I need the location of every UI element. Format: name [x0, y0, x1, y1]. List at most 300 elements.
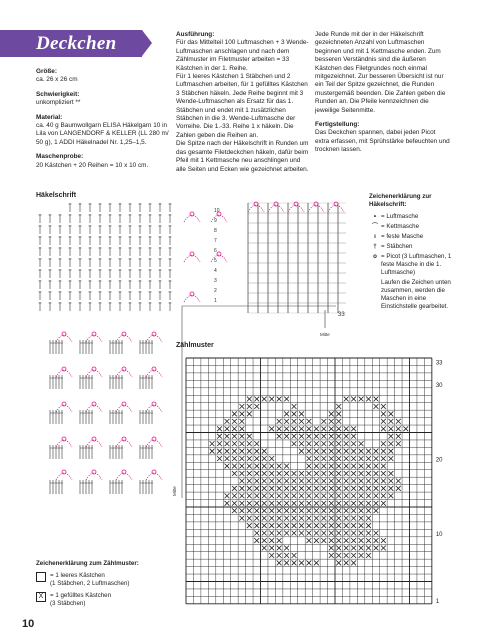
filled-cell	[284, 486, 289, 491]
filled-cell	[321, 419, 326, 424]
filled-cell	[366, 449, 371, 454]
empty-box-symbol	[36, 572, 46, 582]
crochet-legend-title: Zeichenerklärung zur Häkelschrift:	[369, 193, 432, 208]
filled-cell	[307, 501, 312, 506]
filled-cell	[284, 523, 289, 528]
filled-cell	[269, 456, 274, 461]
filled-cell	[269, 493, 274, 498]
filled-cell	[262, 479, 267, 484]
filled-cell	[247, 434, 252, 439]
crochet-row-number: 7	[214, 238, 217, 244]
filled-cell	[247, 486, 252, 491]
filled-cell	[262, 456, 267, 461]
filled-cell	[307, 464, 312, 469]
filled-cell	[284, 426, 289, 431]
legend-symbol: ⌒	[371, 223, 379, 230]
filled-cell	[366, 531, 371, 536]
filled-cell	[232, 486, 237, 491]
filled-cell	[262, 508, 267, 513]
filled-cell	[321, 434, 326, 439]
filled-cell	[396, 441, 401, 446]
filled-cell	[314, 464, 319, 469]
filled-cell	[225, 501, 230, 506]
filled-cell	[299, 508, 304, 513]
filled-cell	[314, 493, 319, 498]
filled-cell	[321, 516, 326, 521]
info-heading: Maschenprobe:	[36, 153, 84, 161]
filled-cell	[359, 464, 364, 469]
filled-cell	[292, 501, 297, 506]
filled-cell	[336, 456, 341, 461]
filled-cell	[374, 501, 379, 506]
filled-cell	[336, 464, 341, 469]
legend-item	[369, 243, 459, 251]
filled-cell	[239, 471, 244, 476]
filled-cell	[299, 523, 304, 528]
filled-cell	[388, 493, 393, 498]
filled-cell	[359, 501, 364, 506]
filled-cell	[351, 397, 356, 402]
filled-cell	[262, 531, 267, 536]
filled-cell	[239, 501, 244, 506]
filled-cell	[321, 464, 326, 469]
filled-cell	[299, 516, 304, 521]
filled-cell	[307, 493, 312, 498]
filled-cell	[262, 471, 267, 476]
legend-label: = Picot (3 Luftmaschen, 1 feste Masche in die 1. Luftmasche)	[381, 253, 452, 276]
filled-cell	[329, 449, 334, 454]
filled-cell	[344, 531, 349, 536]
filled-cell	[277, 508, 282, 513]
grid-row-label: 33	[435, 360, 443, 367]
filled-cell	[292, 523, 297, 528]
filled-cell	[344, 441, 349, 446]
filled-cell	[239, 464, 244, 469]
filled-cell	[381, 419, 386, 424]
grid-legend	[36, 560, 176, 608]
filled-cell	[307, 560, 312, 565]
filled-cell	[269, 501, 274, 506]
filled-cell	[247, 449, 252, 454]
filled-cell	[336, 508, 341, 513]
filled-cell	[314, 508, 319, 513]
filled-cell	[374, 464, 379, 469]
left-info-column	[36, 68, 172, 170]
filled-cell	[381, 411, 386, 416]
filled-cell	[359, 486, 364, 491]
filled-cell	[388, 449, 393, 454]
filled-cell	[307, 434, 312, 439]
filled-cell	[388, 479, 393, 484]
filled-cell	[321, 501, 326, 506]
filled-cell	[388, 426, 393, 431]
filled-cell	[247, 456, 252, 461]
crochet-row-number: 6	[214, 248, 217, 254]
filled-cell	[217, 434, 222, 439]
filled-cell	[351, 456, 356, 461]
filled-cell	[299, 441, 304, 446]
filled-cell	[359, 441, 364, 446]
filled-cell	[284, 479, 289, 484]
filled-cell	[232, 426, 237, 431]
filled-cell	[381, 426, 386, 431]
filled-cell	[388, 434, 393, 439]
legend-label: = Kettmasche	[381, 223, 420, 230]
filled-cell	[396, 426, 401, 431]
filled-cell	[262, 449, 267, 454]
title-banner	[0, 30, 142, 57]
filled-cell	[217, 426, 222, 431]
filled-cell	[269, 516, 274, 521]
filled-cell	[344, 560, 349, 565]
filled-cell	[351, 560, 356, 565]
filled-cell	[329, 411, 334, 416]
filled-cell	[307, 508, 312, 513]
filled-cell	[269, 486, 274, 491]
filled-cell	[359, 553, 364, 558]
filled-cell	[329, 508, 334, 513]
filled-cell	[396, 419, 401, 424]
filled-cell	[359, 456, 364, 461]
filled-cell	[292, 486, 297, 491]
filled-cell	[381, 464, 386, 469]
filled-cell	[329, 531, 334, 536]
filled-cell	[374, 508, 379, 513]
filled-cell	[344, 471, 349, 476]
filled-cell	[351, 486, 356, 491]
info-heading: Schwierigkeit:	[36, 90, 80, 98]
filled-cell	[359, 479, 364, 484]
filled-cell	[336, 501, 341, 506]
crochet-chart-title: Häkelschrift	[36, 192, 77, 199]
filled-cell	[284, 501, 289, 506]
filled-cell	[284, 546, 289, 551]
filled-cell	[254, 501, 259, 506]
legend-label: = Luftmasche	[381, 213, 419, 220]
filled-cell	[284, 397, 289, 402]
filled-cell	[292, 404, 297, 409]
filled-cell	[225, 464, 230, 469]
filled-cell	[344, 493, 349, 498]
filled-cell	[366, 538, 371, 543]
filled-cell	[269, 508, 274, 513]
filled-cell	[292, 426, 297, 431]
filled-cell	[284, 553, 289, 558]
filled-cell	[269, 479, 274, 484]
filled-cell	[351, 471, 356, 476]
filled-cell	[247, 501, 252, 506]
info-text: 20 Kästchen + 20 Reihen = 10 x 10 cm.	[36, 161, 149, 169]
filled-cell	[381, 471, 386, 476]
filled-cell	[329, 501, 334, 506]
mitte-label: Mitte	[320, 332, 330, 337]
filled-cell	[232, 471, 237, 476]
filled-cell	[359, 449, 364, 454]
filled-cell	[351, 516, 356, 521]
filled-cell	[381, 449, 386, 454]
filled-cell	[254, 493, 259, 498]
filled-cell	[254, 441, 259, 446]
filled-cell	[277, 501, 282, 506]
info-heading: Material:	[36, 113, 63, 121]
filled-cell	[366, 464, 371, 469]
filled-cell	[307, 426, 312, 431]
filled-cell	[388, 441, 393, 446]
crochet-legend	[369, 193, 459, 311]
legend-item	[369, 223, 459, 231]
filled-cell	[344, 538, 349, 543]
filled-cell	[292, 493, 297, 498]
filled-cell	[254, 471, 259, 476]
filled-cell	[299, 493, 304, 498]
filled-cell	[396, 434, 401, 439]
filled-cell	[292, 441, 297, 446]
filled-cell	[284, 434, 289, 439]
filled-cell	[239, 411, 244, 416]
filled-cell	[321, 538, 326, 543]
page-title: Deckchen	[36, 33, 117, 54]
filled-cell	[381, 456, 386, 461]
filled-cell	[351, 501, 356, 506]
filled-cell	[284, 531, 289, 536]
filled-cell	[247, 411, 252, 416]
filled-cell	[247, 508, 252, 513]
filled-cell	[239, 486, 244, 491]
filled-cell	[366, 501, 371, 506]
grid-row-label: 20	[435, 457, 443, 464]
filled-cell	[232, 441, 237, 446]
filled-cell	[351, 464, 356, 469]
filled-cell	[329, 493, 334, 498]
filled-cell	[366, 493, 371, 498]
filled-cell	[269, 464, 274, 469]
filled-cell	[269, 471, 274, 476]
filled-cell	[299, 479, 304, 484]
filled-cell	[292, 434, 297, 439]
filled-cell	[262, 501, 267, 506]
filled-cell	[299, 560, 304, 565]
filled-cell	[284, 560, 289, 565]
filled-cell	[314, 434, 319, 439]
filled-cell	[359, 508, 364, 513]
filled-cell	[262, 464, 267, 469]
filled-cell	[292, 419, 297, 424]
filled-box-sub: (3 Stäbchen)	[50, 600, 86, 607]
filled-cell	[307, 449, 312, 454]
filled-cell	[254, 479, 259, 484]
filled-cell	[366, 508, 371, 513]
filled-cell	[284, 508, 289, 513]
filled-cell	[321, 479, 326, 484]
filled-cell	[277, 426, 282, 431]
filled-cell	[307, 523, 312, 528]
legend-symbol: o	[373, 253, 377, 260]
filled-cell	[329, 553, 334, 558]
filled-cell	[254, 523, 259, 528]
filled-cell	[314, 449, 319, 454]
filled-cell	[351, 553, 356, 558]
filled-cell	[329, 434, 334, 439]
filled-box-symbol: X	[36, 592, 46, 602]
filled-cell	[344, 486, 349, 491]
filled-cell	[269, 397, 274, 402]
filled-cell	[344, 449, 349, 454]
filled-cell	[366, 397, 371, 402]
filled-cell	[299, 486, 304, 491]
crochet-row-number: 8	[214, 228, 217, 234]
filled-cell	[247, 523, 252, 528]
info-heading: Größe:	[36, 68, 57, 75]
filled-cell	[232, 434, 237, 439]
filled-cell	[366, 553, 371, 558]
filled-cell	[366, 479, 371, 484]
filled-cell	[359, 531, 364, 536]
mitte-label-left: Mitte	[172, 486, 177, 496]
filled-cell	[247, 397, 252, 402]
filled-cell	[277, 538, 282, 543]
filled-cell	[329, 441, 334, 446]
filled-cell	[366, 516, 371, 521]
filled-cell	[247, 493, 252, 498]
legend-symbol: †	[373, 243, 377, 250]
filled-cell	[254, 404, 259, 409]
filled-cell	[232, 449, 237, 454]
filled-cell	[210, 449, 215, 454]
filled-cell	[336, 538, 341, 543]
filled-cell	[336, 560, 341, 565]
filled-cell	[307, 419, 312, 424]
filled-cell	[277, 516, 282, 521]
info-text: ca. 40 g Baumwollgarn ELISA Häkelgarn 10 in Lila von LANGENDORF & KELLER (LL 280 m/ 50 g), 1 ADDI Häkelnadel Nr. 1,25–1,5.	[36, 122, 169, 146]
filled-cell	[292, 531, 297, 536]
filled-cell	[232, 493, 237, 498]
filled-cell	[314, 479, 319, 484]
filled-cell	[359, 471, 364, 476]
grid-legend-title: Zeichenerklärung zum Zählmuster:	[36, 560, 139, 567]
grid-title: Zählmuster	[176, 342, 214, 349]
filled-cell	[299, 419, 304, 424]
filled-cell	[344, 546, 349, 551]
filled-cell	[314, 471, 319, 476]
filled-cell	[374, 456, 379, 461]
filled-cell	[321, 449, 326, 454]
info-text: unkompliziert **	[36, 99, 81, 107]
filled-cell	[374, 531, 379, 536]
finishing-heading: Fertigstellung:	[315, 121, 360, 129]
grid-row-label: 30	[435, 382, 443, 389]
filled-cell	[254, 516, 259, 521]
legend-item	[369, 233, 459, 241]
filled-cell	[314, 486, 319, 491]
legend-item	[369, 213, 459, 221]
filled-cell	[299, 434, 304, 439]
filled-cell	[374, 538, 379, 543]
crochet-row-number: 3	[214, 278, 217, 284]
filled-cell	[284, 471, 289, 476]
filled-cell	[239, 516, 244, 521]
filled-cell	[336, 523, 341, 528]
filled-cell	[336, 404, 341, 409]
filled-cell	[344, 434, 349, 439]
filled-cell	[321, 493, 326, 498]
filled-cell	[314, 531, 319, 536]
filled-cell	[336, 411, 341, 416]
filled-cell	[359, 538, 364, 543]
filled-cell	[314, 426, 319, 431]
filled-cell	[351, 426, 356, 431]
filled-cell	[299, 471, 304, 476]
filled-cell	[366, 546, 371, 551]
filled-cell	[351, 531, 356, 536]
crochet-row-number: 10	[214, 208, 220, 214]
filled-cell	[254, 464, 259, 469]
filled-cell	[225, 456, 230, 461]
filled-cell	[307, 538, 312, 543]
filled-cell	[344, 397, 349, 402]
filled-cell	[396, 479, 401, 484]
crochet-row-number: 2	[214, 288, 217, 294]
filled-cell	[292, 411, 297, 416]
filled-cell	[374, 471, 379, 476]
filled-cell	[262, 486, 267, 491]
filled-cell	[277, 531, 282, 536]
filled-cell	[277, 479, 282, 484]
filled-cell	[329, 419, 334, 424]
filled-cell	[277, 419, 282, 424]
filled-cell	[239, 434, 244, 439]
instructions-paragraph: Die Spitze nach der Häkelschrift in Runden um das gesamte Filetdeckchen häkeln, dafür beim Pfeil mit 1 Kettmasche neu anschlingen und alle Seiten und Ecken wie gezeichnet arbeiten.	[176, 140, 309, 173]
filled-cell	[225, 493, 230, 498]
right-info-column	[315, 31, 450, 155]
legend-symbol: ı	[374, 233, 376, 240]
instructions-heading: Ausführung:	[176, 31, 215, 38]
filled-cell	[269, 531, 274, 536]
filled-cell	[388, 486, 393, 491]
filled-cell	[269, 426, 274, 431]
filled-cell	[307, 456, 312, 461]
filled-cell	[277, 434, 282, 439]
filled-cell	[239, 508, 244, 513]
legend-label: = feste Masche	[381, 233, 424, 240]
filled-cell	[277, 486, 282, 491]
filled-cell	[239, 441, 244, 446]
filled-cell	[307, 516, 312, 521]
page-number: 10	[22, 618, 35, 630]
crochet-row-number: 9	[214, 218, 217, 224]
filled-cell	[284, 411, 289, 416]
filled-cell	[247, 464, 252, 469]
legend-label: = Stäbchen	[381, 243, 413, 250]
filled-cell	[321, 508, 326, 513]
filled-cell	[351, 479, 356, 484]
filled-cell	[247, 404, 252, 409]
filled-cell	[336, 516, 341, 521]
crochet-legend-note: Laufen die Zeichen unten zusammen, werden die Maschen in eine Einstichstelle gearbeitet.	[381, 279, 451, 310]
filled-cell	[329, 538, 334, 543]
filled-cell	[344, 501, 349, 506]
filled-cell	[299, 531, 304, 536]
filled-cell	[284, 464, 289, 469]
filled-cell	[381, 479, 386, 484]
filled-cell	[239, 404, 244, 409]
filled-cell	[247, 441, 252, 446]
filled-cell	[239, 456, 244, 461]
filled-cell	[284, 493, 289, 498]
filled-cell	[321, 456, 326, 461]
filled-cell	[269, 553, 274, 558]
counting-grid	[176, 350, 466, 612]
filled-cell	[292, 508, 297, 513]
